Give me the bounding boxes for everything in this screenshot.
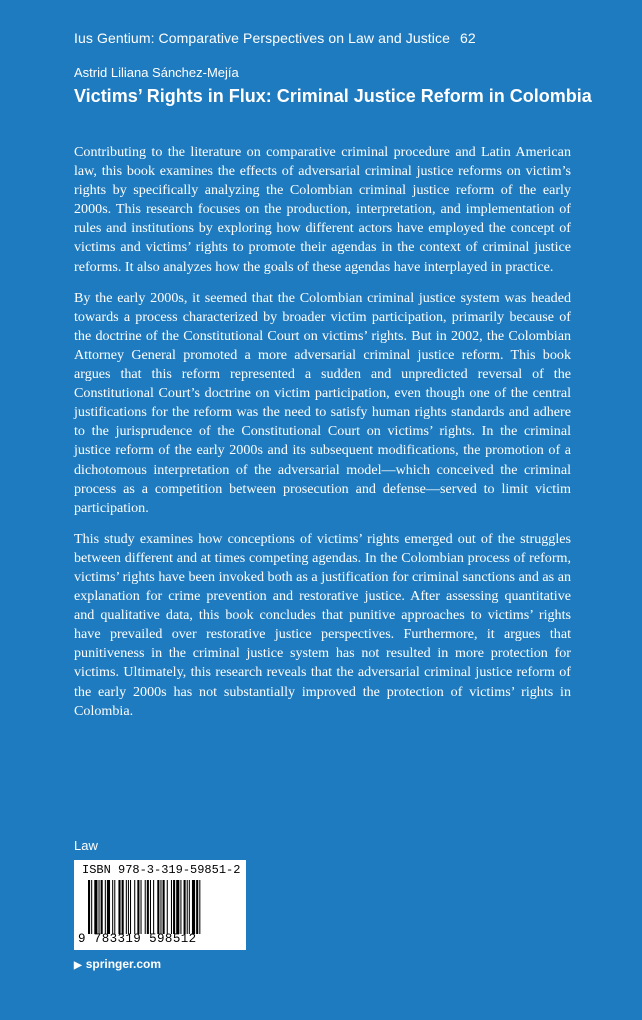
barcode-bar [199, 880, 200, 934]
series-title: Ius Gentium: Comparative Perspectives on Law and Justice [74, 30, 450, 46]
blurb [74, 143, 571, 733]
barcode-bar [137, 880, 139, 934]
barcode-bar [157, 880, 159, 934]
barcode-bar [128, 880, 129, 934]
publisher-website[interactable] [74, 957, 161, 971]
barcode-bars [88, 880, 240, 934]
subject-category: Law [74, 838, 98, 853]
blurb-paragraph-3: This study examines how conceptions of victims’ rights emerged out of the struggles between different and at times competing agendas. In the Colombian process of reform, victims’ rights have been invoked both as a justification for criminal sanctions and as an explanation for crime prevention and restorative justice. After assessing quantitative and qualitative data, this book concludes that punitive approaches to victims’ rights have prevailed over restorative justice perspectives. Furthermore, it argues that punitiveness in the criminal justice system has not resulted in more protection for victims. Ultimately, this research reveals that the adversarial criminal justice reform of the early 2000s has not substantially improved the protection of victims’ rights in Colombia. [74, 530, 571, 719]
barcode-bar [126, 880, 127, 934]
barcode-bar [145, 880, 146, 934]
author-name: Astrid Liliana Sánchez-Mejía [74, 65, 239, 80]
barcode-bar [173, 880, 175, 934]
barcode-bar [192, 880, 195, 934]
barcode-bar [94, 880, 97, 934]
barcode-bar [147, 880, 149, 934]
barcode-bar [187, 880, 188, 934]
series-line [74, 30, 476, 46]
barcode-bar [114, 880, 115, 934]
website-label: springer.com [85, 957, 162, 971]
barcode-bar [91, 880, 92, 934]
barcode-bar [134, 880, 135, 934]
barcode-bar [196, 880, 198, 934]
barcode-digits: 9 783319 598512 [78, 932, 197, 946]
barcode-bar [184, 880, 186, 934]
barcode-bar [105, 880, 106, 934]
barcode-bar [99, 880, 100, 934]
barcode-bar [122, 880, 124, 934]
barcode-bar [189, 880, 190, 934]
isbn-label: ISBN 978-3-319-59851-2 [82, 863, 241, 877]
blurb-paragraph-2: By the early 2000s, it seemed that the Colombian criminal justice system was headed towards a process characterized by broader victim participation, primarily because of the doctrine of the Constitutional Court on victims’ rights. But in 2002, the Colombian Attorney General promoted a more adversarial criminal justice reform. This book argues that this reform represented a sudden and unpredicted reversal of the Constitutional Court’s doctrine on victim participation, even though one of the central justifications for the reform was the need to satisfy human rights standards and adhere to the jurisprudence of the Constitutional Court on victims’ rights. In the criminal justice reform of the early 2000s and its subsequent modifications, the promotion of a dichotomous interpretation of the adversarial model—which conceived the criminal process as a competition between prosecution and defense—served to limit victim participation. [74, 289, 571, 516]
barcode-bar [141, 880, 142, 934]
volume-number: 62 [460, 30, 476, 46]
arrow-right-icon: ▶ [74, 960, 82, 971]
barcode-bar [160, 880, 161, 934]
barcode-bar [88, 880, 90, 934]
barcode-bar [107, 880, 110, 934]
barcode-bar [163, 880, 165, 934]
barcode-bar [180, 880, 181, 934]
book-title: Victims’ Rights in Flux: Criminal Justice Reform in Colombia [74, 86, 592, 106]
barcode-bar [176, 880, 179, 934]
barcode-bar [130, 880, 131, 934]
barcode-bar [118, 880, 120, 934]
barcode-bar [171, 880, 172, 934]
barcode-bar [101, 880, 103, 934]
barcode-bar [150, 880, 151, 934]
blurb-paragraph-1: Contributing to the literature on comparative criminal procedure and Latin American law, this book examines the effects of adversarial criminal justice reforms on victim’s rights by specifically analyzing the Colombian criminal justice reform of the early 2000s. This research focuses on the production, interpretation, and implementation of rules and institutions by exploring how different actors have employed the concept of victims and victims’ rights to promote their agendas in the context of criminal justice reforms. It also analyzes how the goals of these agendas have interplayed in practice. [74, 144, 571, 275]
barcode-bar [112, 880, 113, 934]
barcode-bar [153, 880, 154, 934]
barcode [74, 860, 246, 950]
barcode-bar [167, 880, 168, 934]
